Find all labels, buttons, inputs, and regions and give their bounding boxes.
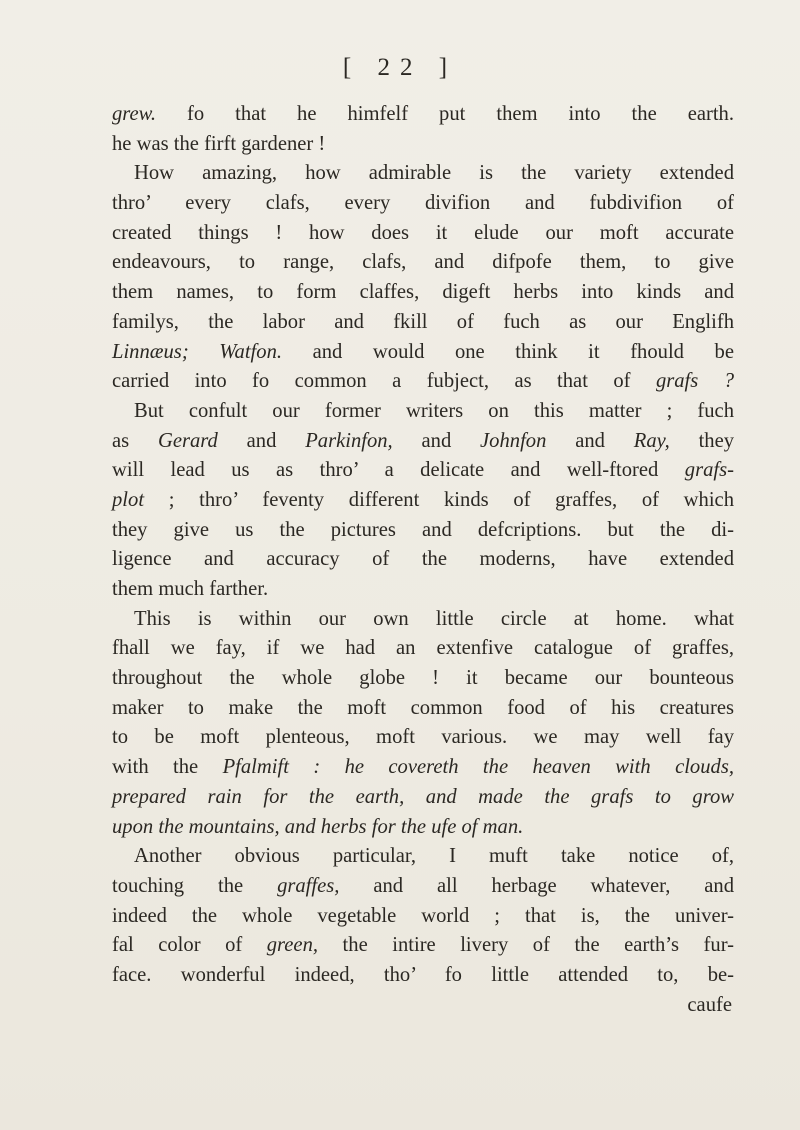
text-line-24: prepared rain for the earth, and made the grafs to grow xyxy=(112,785,735,808)
page-number: [ 22 ] xyxy=(342,54,458,81)
text-line-30: face. wonderful indeed, tho’ fo little attended to, be- xyxy=(112,963,734,986)
text-line-18: This is within our own little circle at home. what xyxy=(134,607,734,630)
text-line-11: But confult our former writers on this matter ; fuch xyxy=(134,399,734,422)
text-line-26: Another obvious particular, I muft take notice of, xyxy=(134,845,734,868)
text-line-9: Linnæus; Watfon. and would one think it fhould be xyxy=(112,340,734,363)
text-line-7: them names, to form claffes, digeft herbs into kinds and xyxy=(112,281,734,304)
text-line-10: carried into fo common a fubject, as that of grafs ? xyxy=(112,370,735,393)
text-line-5: created things ! how does it elude our moft accurate xyxy=(112,221,734,244)
text-line-29: fal color of green, the intire livery of the earth’s fur- xyxy=(112,934,734,957)
text-line-6: endeavours, to range, clafs, and difpofe them, to give xyxy=(112,251,734,274)
text-line-14: plot ; thro’ feventy different kinds of graffes, of which xyxy=(112,488,734,511)
text-line-20: throughout the whole globe ! it became our bounteous xyxy=(112,667,734,690)
text-line-16: ligence and accuracy of the moderns, have extended xyxy=(112,548,734,571)
text-line-4: thro’ every clafs, every divifion and fubdivifion of xyxy=(112,192,734,215)
text-line-27: touching the graffes, and all herbage whatever, and xyxy=(112,874,734,897)
catchword: caufe xyxy=(687,993,732,1016)
text-line-8: familys, the labor and fkill of fuch as our Englifh xyxy=(112,310,734,333)
text-line-12: as Gerard and Parkinfon, and Johnfon and Ray, they xyxy=(112,429,735,452)
text-line-22: to be moft plenteous, moft various. we may well fay xyxy=(112,726,734,749)
text-line-3: How amazing, how admirable is the variety extended xyxy=(134,162,734,185)
text-line-13: will lead us as thro’ a delicate and well-ftored grafs- xyxy=(112,459,734,482)
text-line-28: indeed the whole vegetable world ; that is, the univer- xyxy=(112,904,734,927)
text-line-1: grew. fo that he himfelf put them into the earth. xyxy=(112,103,734,125)
text-line-2: he was the firft gardener ! xyxy=(112,132,326,155)
text-line-21: maker to make the moft common food of his creatures xyxy=(112,696,734,719)
text-line-25: upon the mountains, and herbs for the ufe of man. xyxy=(112,815,524,838)
text-line-23: with the Pfalmift : he covereth the heaven with clouds, xyxy=(112,756,734,779)
text-line-19: fhall we fay, if we had an extenfive catalogue of graffes, xyxy=(112,637,734,660)
text-line-17: them much farther. xyxy=(112,578,269,600)
text-line-15: they give us the pictures and defcriptions. but the di- xyxy=(112,518,734,541)
body-text xyxy=(112,100,734,1020)
